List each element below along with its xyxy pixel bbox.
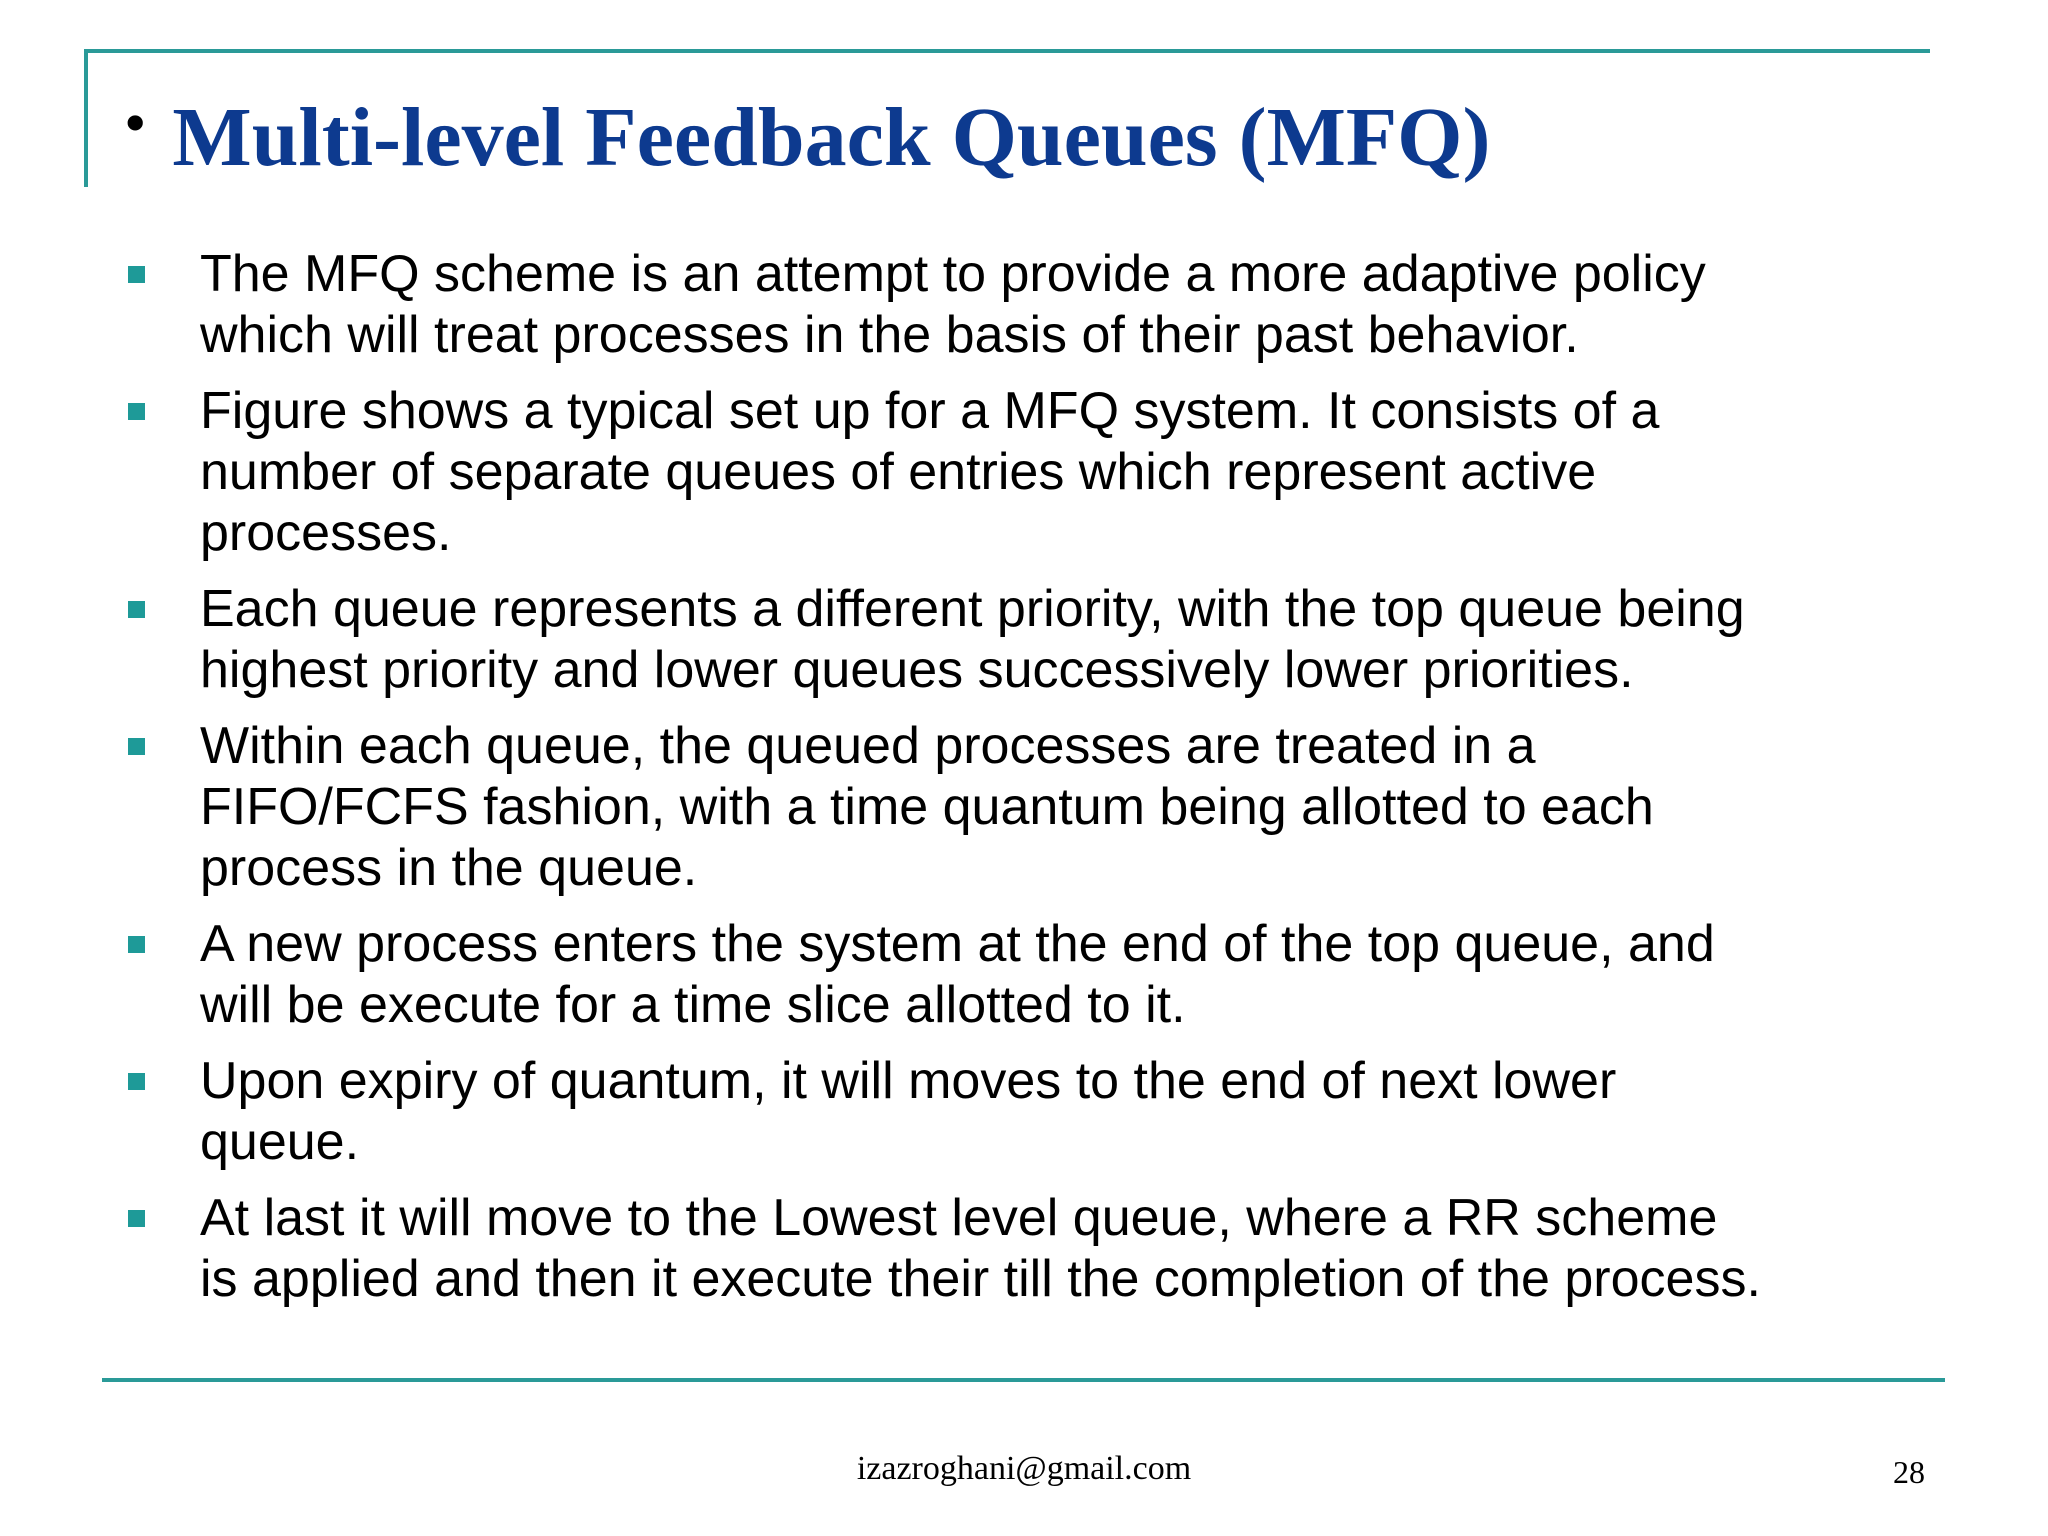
bullet-text-line: Upon expiry of quantum, it will moves to the end of next lower	[200, 1052, 1617, 1110]
square-bullet-icon	[128, 601, 145, 618]
square-bullet-icon	[128, 1073, 145, 1090]
title-bullet: •	[124, 87, 147, 158]
bullet-item	[124, 1188, 1954, 1310]
bullet-text-line: process in the queue.	[200, 839, 698, 897]
bullet-text-line: At last it will move to the Lowest level queue, where a RR scheme	[200, 1189, 1718, 1247]
square-bullet-icon	[128, 738, 145, 755]
footer-email: izazroghani@gmail.com	[856, 1450, 1192, 1487]
bullet-text-line: number of separate queues of entries which represent active	[200, 443, 1597, 501]
bullet-text-line: Figure shows a typical set up for a MFQ system. It consists of a	[200, 382, 1660, 440]
square-bullet-icon	[128, 266, 145, 283]
bullet-item	[124, 244, 1954, 366]
slide-title	[124, 82, 1490, 192]
bullet-text-line: FIFO/FCFS fashion, with a time quantum being allotted to each	[200, 778, 1654, 836]
bullet-text-line: Each queue represents a different priority, with the top queue being	[200, 580, 1745, 638]
bullet-list	[124, 244, 1954, 1325]
bullet-item	[124, 579, 1954, 701]
bullet-text-line: will be execute for a time slice allotted to it.	[200, 976, 1186, 1034]
square-bullet-icon	[128, 403, 145, 420]
bullet-text-line: The MFQ scheme is an attempt to provide a more adaptive policy	[200, 245, 1706, 303]
footer-rule	[102, 1378, 1945, 1382]
square-bullet-icon	[128, 936, 145, 953]
title-top-rule	[84, 49, 1930, 53]
bullet-text-line: processes.	[200, 504, 452, 562]
bullet-text-line: A new process enters the system at the end of the top queue, and	[200, 915, 1715, 973]
bullet-text-line: is applied and then it execute their till the completion of the process.	[200, 1250, 1761, 1308]
bullet-item	[124, 914, 1954, 1036]
title-left-rule	[84, 49, 88, 187]
page-number: 28	[1893, 1454, 1925, 1490]
bullet-text-line: queue.	[200, 1113, 360, 1171]
bullet-text-line: Within each queue, the queued processes are treated in a	[200, 717, 1536, 775]
bullet-text-line: which will treat processes in the basis of their past behavior.	[200, 306, 1579, 364]
bullet-item	[124, 1051, 1954, 1173]
bullet-item	[124, 716, 1954, 899]
bullet-text-line: highest priority and lower queues successively lower priorities.	[200, 641, 1634, 699]
bullet-item	[124, 381, 1954, 564]
slide-title-text: Multi-level Feedback Queues (MFQ)	[172, 90, 1491, 184]
square-bullet-icon	[128, 1210, 145, 1227]
